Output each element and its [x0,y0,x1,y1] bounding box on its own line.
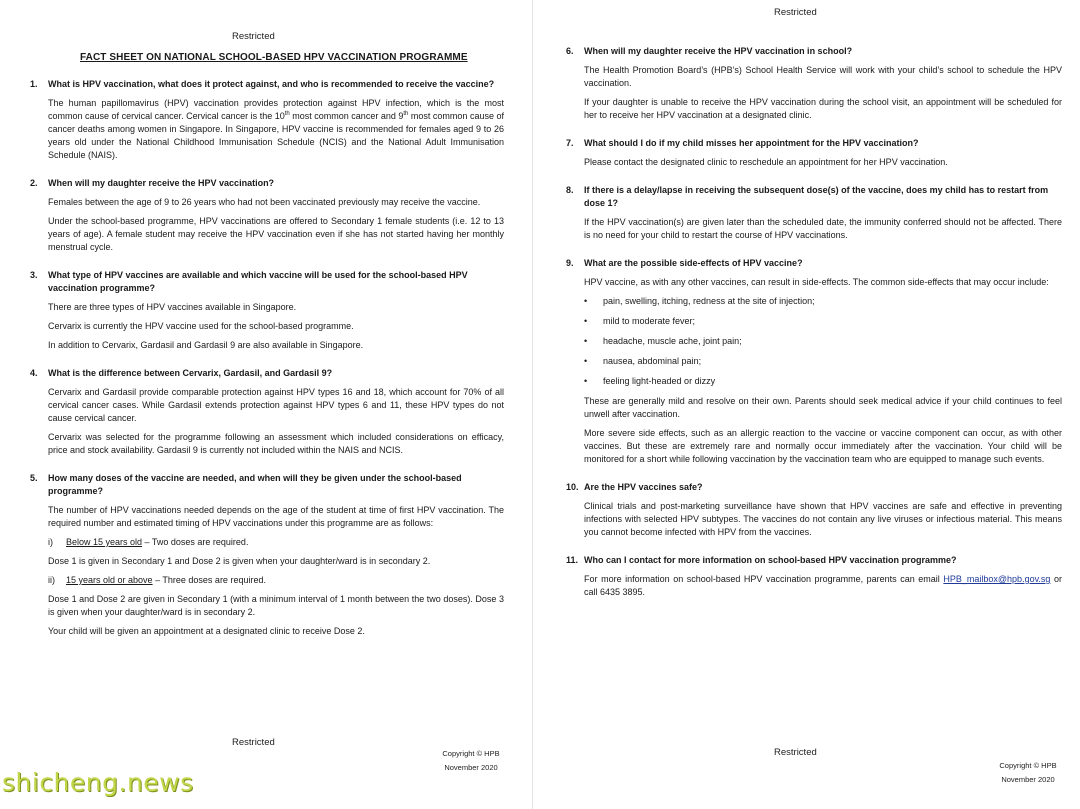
faq-answer-2 [48,196,504,254]
bullet-icon: • [584,316,588,326]
faq-question-2: 2. When will my daughter receive the HPV vaccination? [30,178,275,188]
bullet-icon: • [584,376,588,386]
faq-answer-3 [48,301,504,352]
list-item: • pain, swelling, itching, redness at the site of injection; [584,296,815,306]
right-content [566,45,1062,614]
watermark-text: shicheng.news [2,768,194,797]
faq-answer-10-paragraph-1: Clinical trials and post-marketing surveillance have shown that HPV vaccines are safe and effective in preventing infections with selected HPV subtypes. The vaccines do not contain any live viruses or infectious material. This means you cannot become infected with HPV from the vaccines. [584,501,1062,537]
faq-question-1: 1. What is HPV vaccination, what does it protect against, and who is recommended to receive the vaccine? [30,79,495,89]
faq-answer-7-paragraph-1: Please contact the designated clinic to reschedule an appointment for her HPV vaccination. [584,157,948,167]
faq-section-9 [566,257,1062,466]
restricted-label-bottom: Restricted [232,737,275,748]
dose-option-below-15: i) Below 15 years old – Two doses are required. [48,537,249,547]
faq-answer-1 [48,97,504,162]
faq-section-3 [30,269,504,352]
faq-answer-3-paragraph-2: Cervarix is currently the HPV vaccine used for the school-based programme. [48,321,354,331]
faq-answer-8-paragraph-1: If the HPV vaccination(s) are given later than the scheduled date, the immunity conferred should not be affected. There is no need for your child to restart the course of HPV vaccinations. [584,217,1062,240]
bullet-icon: • [584,356,588,366]
faq-question-7: 7. What should I do if my child misses her appointment for the HPV vaccination? [566,138,919,148]
faq-answer-1-paragraph: The human papillomavirus (HPV) vaccination provides protection against HPV infection, which is the most common cause of cervical cancer. Cervical cancer is the 10th most common cancer and 9th most common cause of cancer deaths among women in Singapore. In Singapore, HPV vaccine is recommended for females aged 9 to 26 years old under the National Childhood Immunisation Schedule (NCIS) and the National Adult Immunisation Schedule (NAIS). [48,98,504,160]
faq-section-11 [566,554,1062,599]
page-footer-right [990,759,1066,787]
faq-question-6: 6. When will my daughter receive the HPV vaccination in school? [566,46,853,56]
faq-answer-8 [584,216,1062,242]
faq-section-5 [30,472,504,638]
dose-option-15-or-above-detail: Dose 1 and Dose 2 are given in Secondary 1 (with a minimum interval of 1 month between the two doses). Dose 3 is given when your daughter/ward is in secondary 2. [48,594,504,617]
faq-answer-4-paragraph-1: Cervarix and Gardasil provide comparable protection against HPV types 16 and 18, which account for 70% of all cervical cancer cases. While Gardasil extends protection against HPV types 6 and 11, these HPV types do not cause cervical cancer. [48,387,504,423]
bullet-icon: • [584,336,588,346]
copyright-text: Copyright © HPB [442,749,500,758]
faq-answer-2-paragraph-1: Females between the age of 9 to 26 years who had not been vaccinated previously may receive the vaccine. [48,197,481,207]
faq-answer-9 [584,276,1062,466]
document-title: FACT SHEET ON NATIONAL SCHOOL-BASED HPV VACCINATION PROGRAMME [80,52,468,63]
left-content [30,78,504,653]
faq-answer-6 [584,64,1062,122]
faq-question-11: 11. Who can I contact for more information on school-based HPV vaccination programme? [566,555,957,565]
page-footer-left [436,747,506,775]
list-item: • feeling light-headed or dizzy [584,376,716,386]
dose-option-15-or-above: ii) 15 years old or above – Three doses are required. [48,575,266,585]
faq-question-8: 8. If there is a delay/lapse in receiving the subsequent dose(s) of the vaccine, does my child has to restart from dose 1? [566,185,1049,208]
faq-answer-6-paragraph-2: If your daughter is unable to receive the HPV vaccination during the school visit, an appointment will be scheduled for her to receive her HPV vaccination at a designated clinic. [584,97,1062,120]
faq-answer-6-paragraph-1: The Health Promotion Board’s (HPB’s) School Health Service will work with your child’s school to schedule the HPV vaccination. [584,65,1062,88]
dose-appointment-note: Your child will be given an appointment at a designated clinic to receive Dose 2. [48,626,365,636]
faq-answer-11-paragraph: For more information on school-based HPV vaccination programme, parents can email HPB_mailbox@hpb.gov.sg or call 6435 3895. [584,574,1062,597]
faq-answer-3-paragraph-3: In addition to Cervarix, Gardasil and Gardasil 9 are also available in Singapore. [48,340,364,350]
faq-answer-9-paragraph-3: More severe side effects, such as an allergic reaction to the vaccine or vaccine component can occur, as with other vaccines. But these are extremely rare and normally occur immediately after the vaccination. Your child will be monitored for a short while following vaccination by the vaccination team who are equipped to manage such events. [584,428,1062,464]
faq-answer-3-paragraph-1: There are three types of HPV vaccines available in Singapore. [48,302,297,312]
dose-option-below-15-detail: Dose 1 is given in Secondary 1 and Dose 2 is given when your daughter/ward is in secondary 2. [48,556,431,566]
faq-question-10: 10. Are the HPV vaccines safe? [566,482,703,492]
restricted-label-bottom: Restricted [774,747,817,758]
page-divider [532,0,533,809]
faq-section-1 [30,78,504,162]
restricted-label-top: Restricted [774,7,817,18]
list-item: • nausea, abdominal pain; [584,356,702,366]
faq-section-2 [30,177,504,254]
email-link[interactable]: HPB_mailbox@hpb.gov.sg [943,574,1051,584]
faq-section-8 [566,184,1062,242]
faq-answer-5 [48,504,504,638]
faq-section-10 [566,481,1062,539]
faq-section-4 [30,367,504,457]
faq-answer-7 [584,156,1062,169]
faq-answer-5-paragraph-1: The number of HPV vaccinations needed depends on the age of the student at time of first HPV vaccination. The required number and estimated timing of HPV vaccinations under this programme are as follows: [48,505,504,528]
faq-answer-11 [584,573,1062,599]
list-item: • mild to moderate fever; [584,316,696,326]
faq-section-6 [566,45,1062,122]
faq-answer-2-paragraph-2: Under the school-based programme, HPV vaccinations are offered to Secondary 1 female students (i.e. 12 to 13 years of age). A female student may receive the HPV vaccination even if she has not started having her monthly menstrual cycle. [48,216,504,252]
bullet-icon: • [584,296,588,306]
faq-answer-4-paragraph-2: Cervarix was selected for the programme following an assessment which included considerations on efficacy, price and stock availability. Gardasil 9 is currently not included within the NAIS and NCIS. [48,432,504,455]
footer-date: November 2020 [444,763,498,772]
faq-answer-4 [48,386,504,457]
list-item: • headache, muscle ache, joint pain; [584,336,742,346]
faq-question-3: 3. What type of HPV vaccines are available and which vaccine will be used for the school-based HPV vaccination programme? [30,270,468,293]
faq-section-7 [566,137,1062,169]
page-left [0,0,528,809]
faq-question-9: 9. What are the possible side-effects of HPV vaccine? [566,258,803,268]
faq-question-5: 5. How many doses of the vaccine are needed, and when will they be given under the school-based programme? [30,473,462,496]
faq-answer-9-paragraph-1: HPV vaccine, as with any other vaccines, can result in side-effects. The common side-effects that may occur include: [584,277,1049,287]
copyright-text: Copyright © HPB [999,761,1057,770]
faq-question-4: 4. What is the difference between Cervarix, Gardasil, and Gardasil 9? [30,368,333,378]
restricted-label-top: Restricted [232,31,275,42]
footer-date: November 2020 [1001,775,1055,784]
faq-answer-10 [584,500,1062,539]
faq-answer-9-paragraph-2: These are generally mild and resolve on their own. Parents should seek medical advice if your child continues to feel unwell after vaccination. [584,396,1062,419]
page-right [540,0,1080,809]
side-effects-list [584,295,1062,388]
